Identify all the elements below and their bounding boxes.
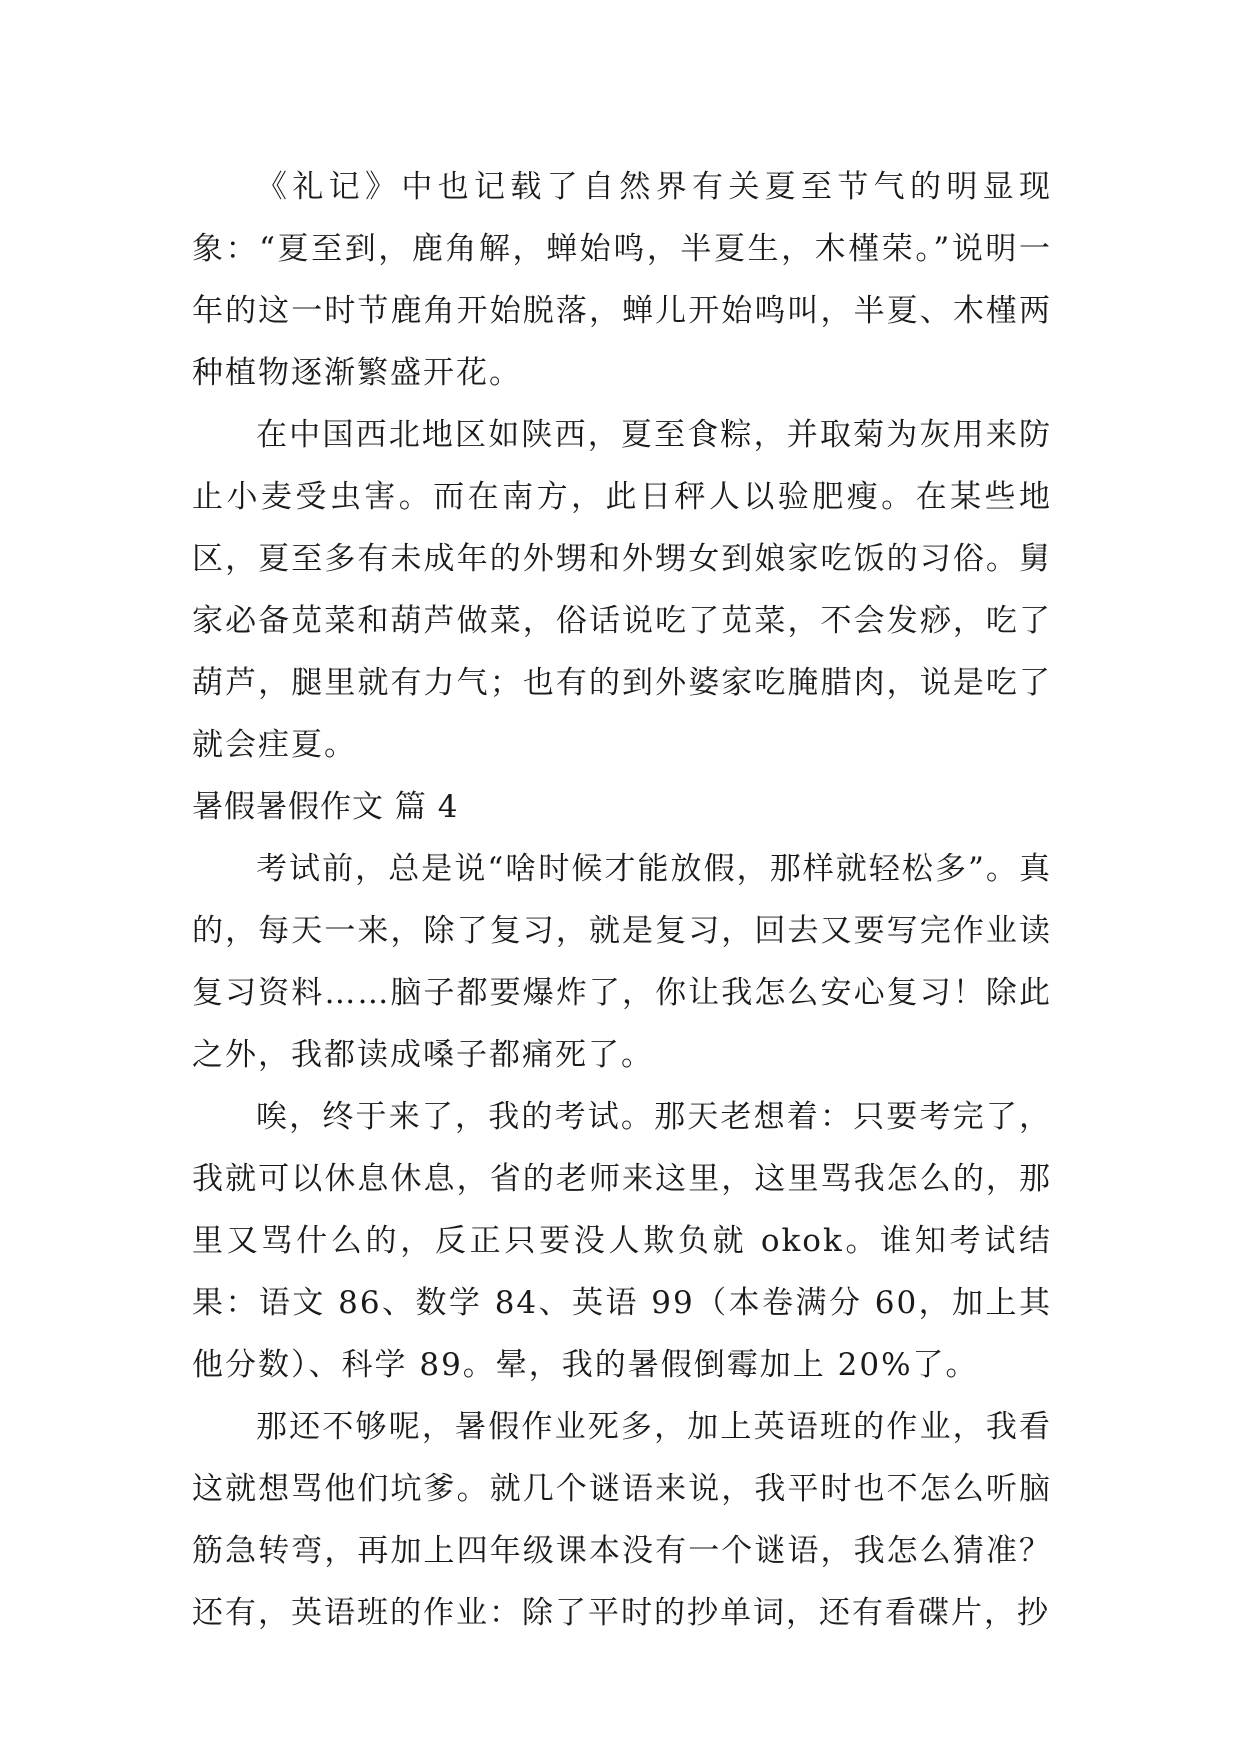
document-body <box>192 156 1052 1644</box>
paragraph-summer-solstice-liji: 《礼记》中也记载了自然界有关夏至节气的明显现象：“夏至到，鹿角解，蝉始鸣，半夏生，木槿荣。”说明一年的这一时节鹿角开始脱落，蝉儿开始鸣叫，半夏、木槿两种植物逐渐繁盛开花。 <box>192 169 1052 391</box>
paragraph-exam-results: 唉，终于来了，我的考试。那天老想着：只要考完了，我就可以休息休息，省的老师来这里，这里骂我怎么的，那里又骂什么的，反正只要没人欺负就 okok。谁知考试结果：语文 86、数学 84、英语 99（本卷满分 60，加上其他分数）、科学 89。晕，我的暑假倒霉加上 20%了。 <box>192 1099 1052 1383</box>
paragraph-before-exam: 考试前，总是说“啥时候才能放假，那样就轻松多”。真的，每天一来，除了复习，就是复习，回去又要写完作业读复习资料……脑子都要爆炸了，你让我怎么安心复习！除此之外，我都读成嗓子都痛死了。 <box>192 851 1052 1073</box>
section-heading: 暑假暑假作文 篇 4 <box>192 789 459 825</box>
paragraph-summer-solstice-customs: 在中国西北地区如陕西，夏至食粽，并取菊为灰用来防止小麦受虫害。而在南方，此日秤人以验肥瘦。在某些地区，夏至多有未成年的外甥和外甥女到娘家吃饭的习俗。舅家必备苋菜和葫芦做菜，俗话说吃了苋菜，不会发痧，吃了葫芦，腿里就有力气；也有的到外婆家吃腌腊肉，说是吃了就会疰夏。 <box>192 417 1052 763</box>
paragraph-homework: 那还不够呢，暑假作业死多，加上英语班的作业，我看这就想骂他们坑爹。就几个谜语来说，我平时也不怎么听脑筋急转弯，再加上四年级课本没有一个谜语，我怎么猜准？还有，英语班的作业：除了平时的抄单词，还有看碟片，抄 <box>192 1409 1052 1631</box>
